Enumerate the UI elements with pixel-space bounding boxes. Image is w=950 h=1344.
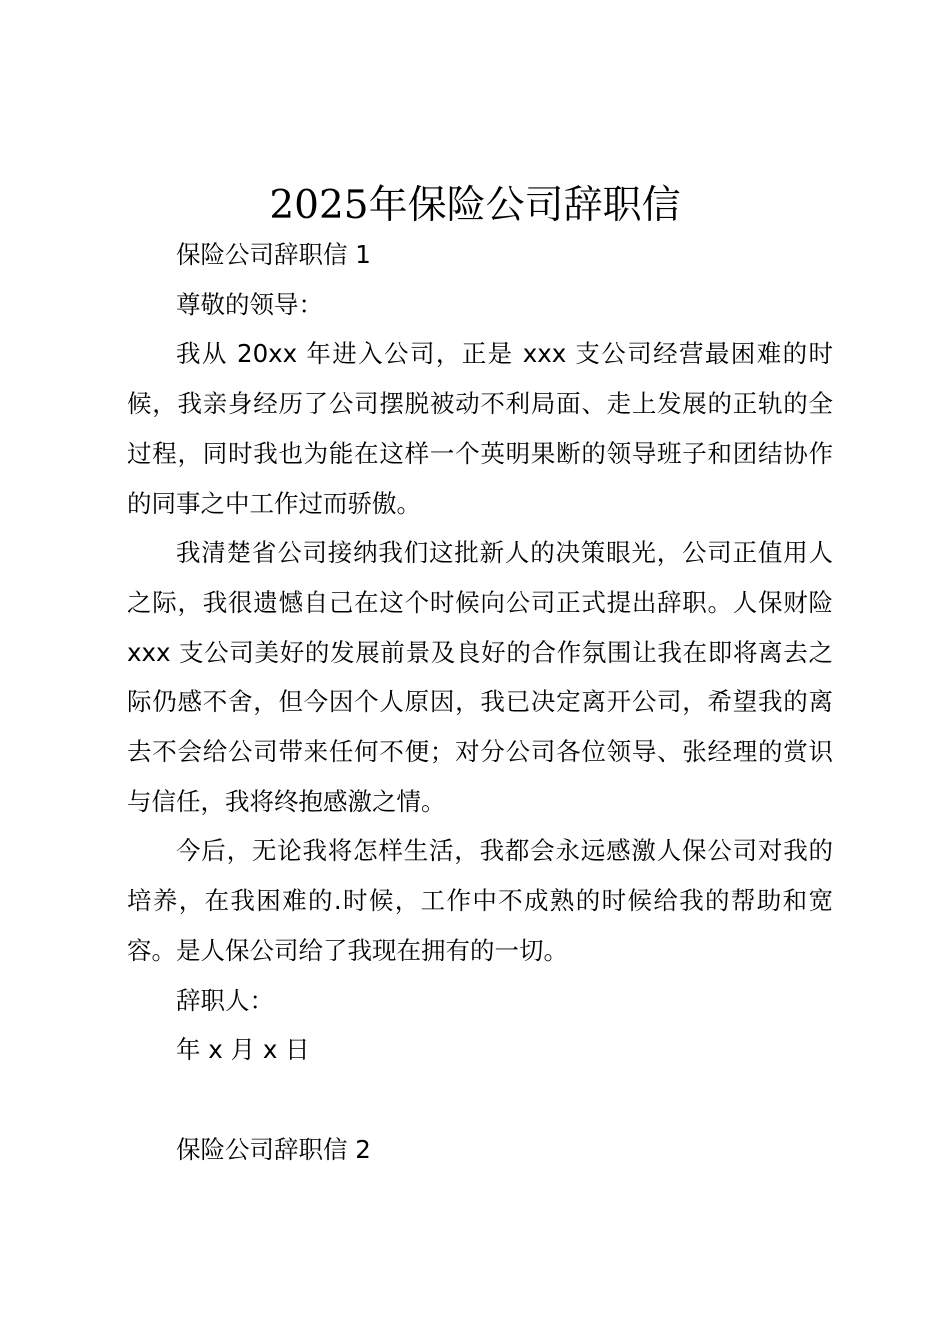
letter1-heading: 保险公司辞职信 1 bbox=[176, 240, 371, 269]
paragraph: 我清楚省公司接纳我们这批新人的决策眼光，公司正值用人之际，我很遗憾自己在这个时候向公司正式提出辞职。人保财险 xxx 支公司美好的发展前景及良好的合作氛围让我在即将离去之际仍感不舍，但今因个人原因，我已决定离开公司，希望我的离去不会给公司带来任何不便；对分公司各位领导、张经理的赏识与信任，我将终抱感激之情。 bbox=[127, 538, 833, 816]
date-line: 年 x 月 x 日 bbox=[176, 1035, 310, 1065]
signature-line: 辞职人： bbox=[176, 985, 274, 1015]
document-body bbox=[127, 230, 833, 1174]
salutation: 尊敬的领导： bbox=[176, 289, 323, 319]
letter2-heading: 保险公司辞职信 2 bbox=[176, 1134, 371, 1164]
blank-line bbox=[127, 1075, 833, 1125]
paragraph: 我从 20xx 年进入公司，正是 xxx 支公司经营最困难的时候，我亲身经历了公司摆脱被动不利局面、走上发展的正轨的全过程，同时我也为能在这样一个英明果断的领导班子和团结协作的同事之中工作过而骄傲。 bbox=[127, 339, 833, 518]
document-title: 2025年保险公司辞职信 bbox=[269, 183, 681, 228]
paragraph: 今后，无论我将怎样生活，我都会永远感激人保公司对我的培养，在我困难的.时候，工作中不成熟的时候给我的帮助和宽容。是人保公司给了我现在拥有的一切。 bbox=[127, 836, 833, 965]
